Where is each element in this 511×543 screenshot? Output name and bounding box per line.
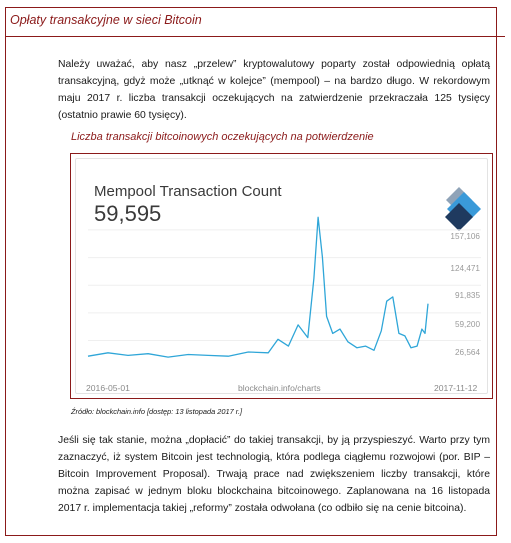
y-tick-label: 91,835: [454, 291, 480, 300]
y-tick-label: 157,106: [450, 232, 480, 241]
box-title: Opłaty transakcyjne w sieci Bitcoin: [10, 13, 202, 27]
y-tick-label: 124,471: [450, 264, 480, 273]
series-line-mempool: [88, 217, 428, 357]
source-note: Źródło: blockchain.info [dostęp: 13 listopada 2017 r.]: [71, 407, 243, 416]
chart-caption: Liczba transakcji bitcoinowych oczekujących na potwierdzenie: [71, 131, 374, 143]
chart-title: Mempool Transaction Count: [94, 183, 282, 200]
x-end-label: 2017-11-12: [434, 383, 478, 393]
mempool-line-chart: [76, 159, 489, 395]
x-start-label: 2016-05-01: [86, 383, 130, 393]
intro-paragraph: Należy uważać, aby nasz „przelew” kryptowalutowy poparty został odpowiednią opłatą transakcyjną, gdyż może „utknąć w kolejce” (mempool) – na bardzo długo. W rekordowym maju 2017 r. liczba transakcji oczekujących na zatwierdzenie przekraczała 125 tysięcy (ostatnio prawie 60 tysięcy).: [58, 59, 490, 121]
y-tick-label: 59,200: [454, 320, 480, 329]
chart-current-value: 59,595: [94, 201, 162, 226]
chart-source-label: blockchain.info/charts: [238, 383, 321, 393]
body-paragraph: Jeśli się tak stanie, można „dopłacić” do takiej transakcji, by ją przyspieszyć. Warto przy tym zaznaczyć, iż system Bitcoin jest technologią, która podlega ciągłemu rozwojowi (por. BIP – Bitcoin Improvement Proposal). Trwają prace nad zwiększeniem liczby transakcji, które można zapisać w jednym bloku blockchaina bitcoinowego. Zaplanowana na 16 listopada 2017 r. implementacja takiej „reformy” została odwołana (co odbiło się na cenie bitcoina).: [58, 435, 490, 514]
chart-card: [75, 158, 488, 394]
chart-figure: [70, 153, 493, 399]
title-divider: [5, 36, 505, 37]
y-tick-label: 26,564: [454, 348, 480, 357]
